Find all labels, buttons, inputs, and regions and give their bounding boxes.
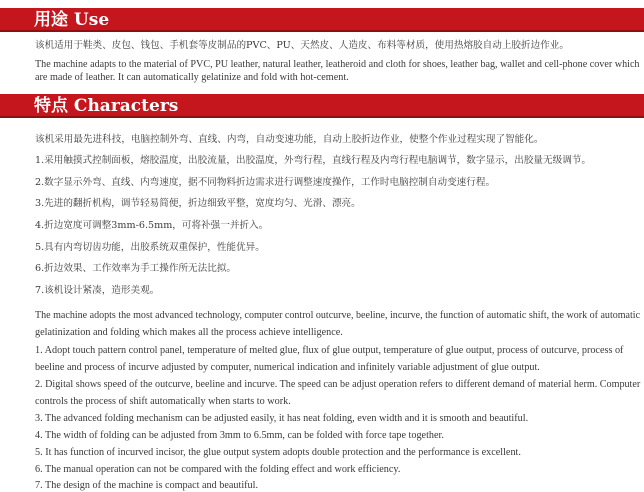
characters-zh-item-7: 7.该机设计紧凑，造形美观。 [35, 285, 160, 296]
use-en-line-1: The machine adapts to the material of PVC, PU leather, natural leather, leatheroid and cloth for shoes, leather bag, wallet and cell-phone cover which [35, 59, 640, 70]
characters-en-item-3: 3. The advanced folding mechanism can be adjusted easily, it has neat folding, even width and it is smooth and beautiful. [35, 413, 529, 424]
use-banner-rule [0, 30, 644, 32]
characters-heading: 特点 Characters [34, 96, 179, 116]
characters-en-item-6: 6. The manual operation can not be compared with the folding effect and work efficiency. [35, 464, 401, 475]
characters-en-item-5: 5. It has function of incurved incisor, the glue output system adopts double protection and the performance is excellent. [35, 447, 521, 458]
characters-en-item-2b: controls the process of shift automatically when starts to work. [35, 396, 291, 407]
characters-banner [0, 94, 644, 118]
characters-en-item-4: 4. The width of folding can be adjusted from 3mm to 6.5mm, can be folded with force tape together. [35, 430, 444, 441]
characters-zh-item-5: 5.具有内弯切齿功能，出胶系统双重保护，性能优异。 [35, 242, 265, 253]
characters-en-item-1b: beeline and process of incurve adjusted by computer, numerical indication and infinitely variable adjustment of glue output. [35, 362, 540, 373]
use-zh-text: 该机适用于鞋类、皮包、钱包、手机套等皮制品的PVC、PU、天然皮、人造皮、布料等材质，使用热熔胶自动上胶折边作业。 [35, 40, 569, 51]
use-banner [0, 8, 644, 32]
characters-zh-item-6: 6.折边效果、工作效率为手工操作所无法比拟。 [35, 263, 237, 274]
characters-zh-item-4: 4.折边宽度可调整3mm-6.5mm，可将补强一并折入。 [35, 220, 269, 231]
characters-zh-item-1: 1.采用触摸式控制面板，熔胶温度，出胶流量，出胶温度，外弯行程，直线行程及内弯行程电脑调节，数字显示，出胶量无级调节。 [35, 155, 591, 166]
characters-zh-item-2: 2.数字显示外弯、直线、内弯速度，据不同物料折边需求进行调整速度操作，工作时电脑控制自动变速行程。 [35, 177, 496, 188]
characters-zh-item-3: 3.先进的翻折机构，调节轻易简便，折边细致平整，宽度均匀、光滑、漂亮。 [35, 198, 361, 209]
characters-en-intro-1: The machine adopts the most advanced technology, computer control outcurve, beeline, incurve, the function of automatic shift, the work of automatic [35, 310, 641, 321]
use-heading: 用途 Use [34, 10, 110, 30]
characters-zh-intro: 该机采用最先进科技，电脑控制外弯、直线、内弯，自动变速功能，自动上胶折边作业，使整个作业过程实现了智能化。 [35, 134, 544, 145]
characters-banner-rule [0, 116, 644, 118]
characters-en-item-1a: 1. Adopt touch pattern control panel, temperature of melted glue, flux of glue output, temperature of glue output, process of outcurve, process of [35, 345, 624, 356]
characters-en-item-2a: 2. Digital shows speed of the outcurve, beeline and incurve. The speed can be adjust operation refers to different demand of material herm. Computer [35, 379, 641, 390]
characters-en-intro-2: gelatinization and folding which makes all the process achieve intelligence. [35, 327, 343, 338]
use-en-line-2: are made of leather. It can automatically gelatinize and fold with hot-cement. [35, 72, 349, 83]
characters-en-item-7: 7. The design of the machine is compact and beautiful. [35, 480, 259, 491]
